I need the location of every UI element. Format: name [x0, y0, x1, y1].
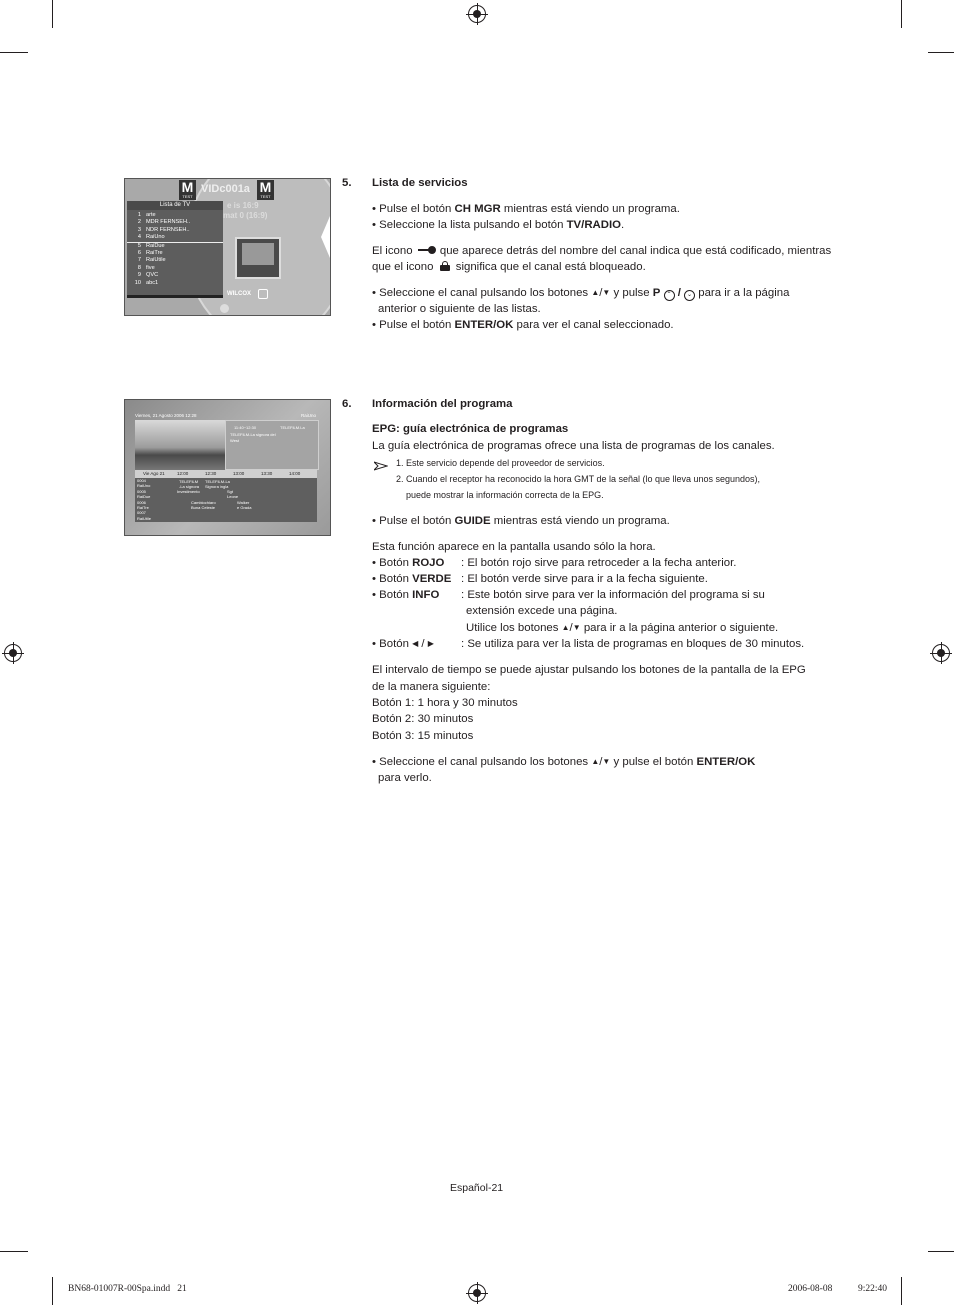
epg-info-desc: TELEFILM-La signora del	[230, 432, 276, 437]
text: • Seleccione el canal pulsando los botones	[372, 756, 589, 768]
epg-info-title: TELEFILM.La	[280, 425, 305, 430]
epg-channel[interactable]: RaiDue	[137, 494, 151, 500]
logo-text: VIDc001a	[201, 183, 250, 195]
channel-name: RaiUno	[146, 234, 165, 241]
channel-name: RaiUtile	[146, 257, 166, 264]
crop-mark	[52, 1277, 53, 1305]
section-number: 5.	[342, 177, 352, 189]
down-arrow-icon: ▼	[602, 288, 611, 297]
tv-set-icon	[235, 237, 281, 279]
up-arrow-icon: ▲	[591, 288, 600, 297]
text: para ir a la página	[698, 287, 790, 299]
crop-mark	[901, 0, 902, 28]
key-label: TV/RADIO	[566, 219, 622, 231]
text: • Botón	[372, 638, 409, 650]
epg-channel[interactable]: RaiUtile	[137, 515, 152, 521]
bullet	[372, 201, 680, 217]
epg-grid	[135, 470, 317, 522]
channel-name: QVC	[146, 272, 159, 279]
slash: /	[677, 287, 681, 299]
logo-m-right	[257, 180, 274, 200]
registration-mark-icon	[4, 644, 22, 662]
key-label: GUIDE	[454, 515, 491, 527]
epg-info-desc: West	[230, 438, 240, 443]
epg-program[interactable]: Cambiochiaro	[191, 500, 216, 505]
epg-date-time: Viernes, 21 Agosto 2006 12:28	[135, 413, 197, 418]
epg-time-slot: 13:30	[261, 471, 273, 476]
p-up-icon: ⌃	[664, 290, 675, 301]
text: • Pulse el botón	[372, 203, 455, 215]
epg-info-panel	[225, 420, 319, 470]
paragraph: Botón 3: 15 minutos	[372, 730, 474, 742]
bullet	[372, 217, 624, 233]
channel-list-item[interactable]	[127, 250, 223, 257]
epg-screenshot	[124, 399, 331, 536]
key-label: CH MGR	[454, 203, 501, 215]
epg-channel[interactable]: 0007	[137, 510, 146, 516]
channel-number: 3	[137, 226, 141, 233]
epg-info-time: 11:40~12:30	[234, 425, 257, 430]
bullet	[372, 513, 670, 529]
lock-icon	[440, 261, 450, 271]
channel-number: 10	[134, 279, 141, 286]
epg-program[interactable]: Investimento	[177, 489, 200, 494]
p-down-icon: ⌄	[684, 290, 695, 301]
epg-program[interactable]: e Grada	[237, 505, 252, 510]
bullet	[372, 317, 674, 333]
text: mientras está viendo un programa.	[500, 203, 680, 215]
key-label: ROJO	[412, 557, 445, 569]
desc: : El botón rojo sirve para retroceder a la fecha anterior.	[461, 557, 737, 569]
note: 1. Este servicio depende del proveedor de servicios.	[396, 458, 605, 468]
epg-channel[interactable]: 0004	[137, 478, 146, 483]
key-label: ENTER/OK	[454, 319, 514, 331]
bullet-continuation: anterior o siguiente de las listas.	[378, 303, 541, 315]
channel-name: arte	[146, 212, 156, 218]
epg-time-slot: 12:00	[177, 471, 189, 476]
list-title: Lista de TV	[127, 201, 223, 210]
epg-preview-image	[135, 420, 225, 470]
crop-mark	[928, 1251, 954, 1252]
m-label: M	[181, 179, 194, 195]
bullet-continuation: para verlo.	[378, 772, 432, 784]
channel-list-screenshot	[124, 178, 331, 316]
m-sub: TEST	[182, 194, 193, 199]
round-icon	[220, 304, 229, 313]
epg-time-slot: 12:30	[205, 471, 217, 476]
paragraph	[372, 243, 831, 259]
paragraph: El intervalo de tiempo se puede ajustar pulsando los botones de la pantalla de la EPG	[372, 664, 806, 676]
channel-name: RaiTre	[146, 250, 163, 257]
logo-m-left	[179, 180, 196, 200]
epg-channel[interactable]: RaiUno	[137, 483, 151, 489]
text: que aparece detrás del nombre del canal indica que está codificado, mientras	[439, 245, 832, 257]
crop-mark	[0, 1251, 28, 1252]
button-desc-rojo	[372, 555, 444, 571]
epg-time-row	[135, 470, 317, 478]
text: .	[621, 219, 625, 231]
paragraph: Botón 1: 1 hora y 30 minutos	[372, 697, 518, 709]
channel-number: 9	[137, 272, 141, 279]
epg-channel[interactable]: 0005	[137, 488, 146, 494]
text: para ir a la página anterior o siguiente.	[583, 622, 779, 634]
registration-mark-icon	[468, 5, 486, 23]
epg-programs	[175, 478, 317, 522]
file-name: BN68-01007R-00Spa.indd 21	[68, 1284, 187, 1294]
down-arrow-icon: ▼	[572, 623, 581, 632]
registration-mark-icon	[468, 1284, 486, 1302]
left-arrow-icon: ◀	[412, 639, 419, 648]
text: mientras está viendo un programa.	[490, 515, 670, 527]
button-desc-info	[372, 587, 439, 603]
section-title: Lista de servicios	[372, 177, 468, 189]
epg-time-slot: 13:00	[233, 471, 245, 476]
channel-number: 5	[137, 242, 141, 249]
epg-program[interactable]: Sgt	[227, 489, 234, 494]
key-label: INFO	[412, 589, 440, 601]
wilcox-label: WILCOX	[227, 291, 251, 297]
key-icon	[418, 246, 435, 254]
text: • Seleccione la lista pulsando el botón	[372, 219, 567, 231]
note: puede mostrar la información correcta de la EPG.	[406, 490, 604, 500]
key-label: VERDE	[412, 573, 452, 585]
epg-program[interactable]: Leone	[227, 494, 239, 499]
paragraph	[372, 259, 646, 275]
channel-number: 7	[137, 257, 141, 264]
text: Utilice los botones	[466, 622, 559, 634]
background-text: mat 0 (16:9)	[223, 211, 268, 220]
bullet: • Seleccione el canal pulsando los botones ▲/▼ y pulse P ⌃ / ⌄ para ir a la página	[372, 285, 789, 301]
button-desc-left-right: • Botón ◀ / ▶	[372, 636, 434, 652]
text: • Botón	[372, 573, 413, 585]
right-arrow-icon: ▶	[427, 639, 434, 648]
text: • Seleccione el canal pulsando los botones	[372, 287, 589, 299]
paragraph: de la manera siguiente:	[372, 681, 491, 693]
note: 2. Cuando el receptor ha reconocido la hora GMT de la señal (lo que lleva unos segundos),	[396, 474, 761, 484]
text: y pulse el botón	[613, 756, 697, 768]
text: • Pulse el botón	[372, 515, 455, 527]
channel-list-item[interactable]	[127, 242, 223, 250]
epg-channel-column	[135, 478, 175, 522]
background-text: e is 16:9	[227, 201, 259, 210]
channel-number: 8	[137, 264, 141, 271]
crop-mark	[928, 52, 954, 53]
crop-mark	[52, 0, 53, 28]
print-time: 9:22:40	[858, 1284, 888, 1294]
section-title: Información del programa	[372, 398, 513, 410]
epg-program[interactable]: TELEFILM-La	[205, 479, 230, 484]
m-sub: TEST	[260, 194, 271, 199]
circle-badge-icon	[258, 289, 268, 299]
epg-header	[133, 411, 321, 420]
registration-mark-icon	[932, 644, 950, 662]
print-date: 2006-08-08	[788, 1284, 833, 1294]
channel-name: RaiDue	[146, 242, 165, 249]
key-label: ENTER/OK	[696, 756, 756, 768]
list-panel	[127, 201, 223, 295]
epg-day: Vie Ago 21	[143, 471, 165, 476]
channel-list-item[interactable]	[127, 265, 223, 272]
channel-list	[127, 210, 223, 287]
epg-time-slot: 14:00	[289, 471, 301, 476]
epg-program[interactable]: Walker	[237, 500, 250, 505]
page-number: Español-21	[450, 1182, 504, 1194]
crop-mark	[0, 52, 28, 53]
crop-mark	[901, 1277, 902, 1305]
channel-number: 4	[137, 234, 141, 241]
paragraph: Botón 2: 30 minutos	[372, 713, 474, 725]
text: significa que el canal está bloqueado.	[455, 261, 646, 273]
text: • Pulse el botón	[372, 319, 455, 331]
channel-number: 1	[137, 212, 141, 218]
key-label: P	[652, 287, 661, 299]
epg-channel[interactable]: RaiTre	[137, 505, 149, 511]
channel-list-item[interactable]	[127, 227, 223, 234]
down-arrow-icon: ▼	[602, 757, 611, 766]
channel-name: five	[146, 264, 155, 271]
epg-program[interactable]: Buna Celeste	[191, 505, 216, 510]
text: que el icono	[372, 261, 434, 273]
channel-list-item[interactable]	[127, 234, 223, 241]
desc: Utilice los botones ▲/▼ para ir a la página anterior o siguiente.	[466, 620, 778, 636]
text: • Botón	[372, 589, 413, 601]
up-arrow-icon: ▲	[561, 623, 570, 632]
paragraph: La guía electrónica de programas ofrece una lista de programas de los canales.	[372, 440, 775, 452]
channel-list-item[interactable]	[127, 272, 223, 279]
desc: : Se utiliza para ver la lista de programas en bloques de 30 minutos.	[461, 638, 805, 650]
epg-channel[interactable]: 0006	[137, 499, 146, 505]
text: y pulse	[613, 287, 650, 299]
desc: : El botón verde sirve para ir a la fecha siguiente.	[461, 573, 708, 585]
channel-list-item[interactable]	[127, 280, 223, 287]
channel-name: NDR FERNSEH..	[146, 226, 190, 233]
desc: extensión excede una página.	[466, 605, 618, 617]
channel-number: 2	[137, 219, 141, 226]
text: para ver el canal seleccionado.	[513, 319, 674, 331]
text: • Botón	[372, 557, 413, 569]
channel-list-item[interactable]	[127, 212, 223, 219]
channel-name: MDR FERNSEH..	[146, 219, 191, 226]
channel-number: 6	[137, 250, 141, 257]
channel-list-item[interactable]	[127, 257, 223, 264]
bullet: • Seleccione el canal pulsando los botones ▲/▼ y pulse el botón ENTER/OK	[372, 754, 755, 770]
desc: : Este botón sirve para ver la información del programa si su	[461, 589, 765, 601]
button-desc-verde	[372, 571, 451, 587]
up-arrow-icon: ▲	[591, 757, 600, 766]
section-number: 6.	[342, 398, 352, 410]
m-label: M	[259, 179, 272, 195]
epg-program[interactable]: -La signora	[179, 484, 200, 489]
text: El icono	[372, 245, 413, 257]
channel-name: abc1	[146, 279, 159, 286]
triangle-left	[321, 209, 331, 265]
epg-program[interactable]: TELEFILM	[179, 479, 199, 484]
epg-program[interactable]: Signora ingla	[205, 484, 229, 489]
section-subtitle: EPG: guía electrónica de programas	[372, 423, 569, 435]
epg-channel: RaiUno	[301, 413, 317, 418]
bottom-bar	[127, 295, 223, 298]
channel-list-item[interactable]	[127, 219, 223, 226]
paragraph: Esta función aparece en la pantalla usando sólo la hora.	[372, 541, 656, 553]
note-arrow-icon	[374, 458, 388, 468]
